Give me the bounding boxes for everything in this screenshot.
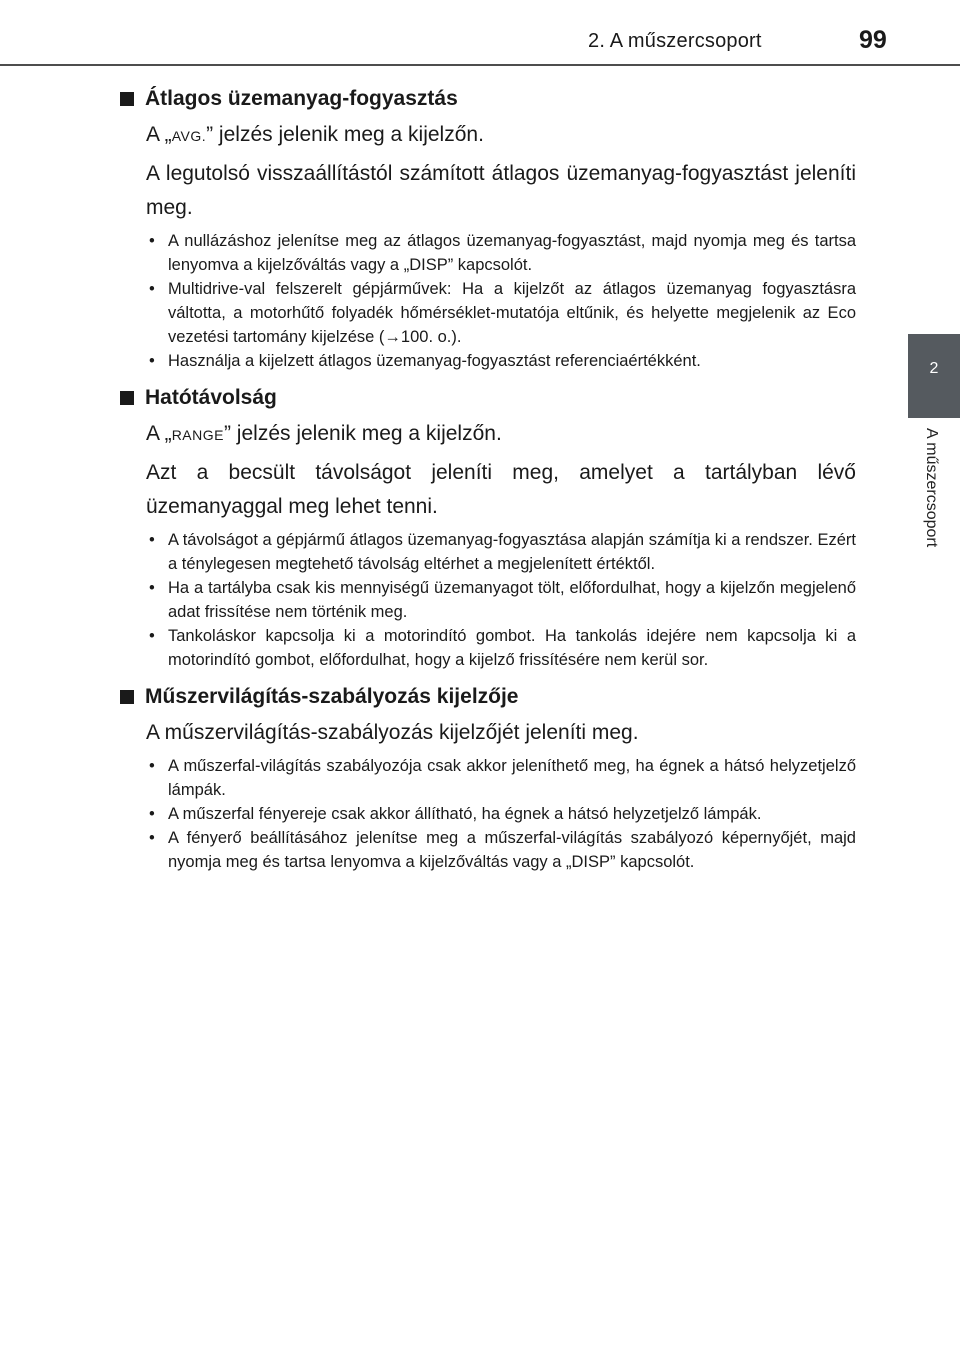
header-divider	[0, 64, 960, 66]
bullet-list	[146, 229, 856, 373]
list-item: • Ha a tartályba csak kis mennyiségű üzemanyagot tölt, előfordulhat, hogy a kijelzőn megjelenő adat frissítése nem történik meg.	[149, 579, 856, 621]
list-item: • Multidrive-val felszerelt gépjárművek: Ha a kijelzőt az átlagos üzemanyag fogyasztásra váltotta, a motorhűtő folyadék hőmérséklet-mutatója eltűnik, és helyette megjelenik az Eco vezetési tartomány kijelzése (→100. o.).	[149, 280, 856, 346]
square-bullet-icon	[120, 92, 134, 106]
chapter-tab-number: 2	[929, 360, 939, 377]
list-item: • A fényerő beállításához jelenítse meg a műszerfal-világítás szabályozó képernyőjét, majd nyomja meg és tartsa lenyomva a kijelzőváltás vagy a „DISP” kapcsolót.	[149, 829, 856, 871]
list-item: • Használja a kijelzett átlagos üzemanyag-fogyasztást referenciaértékként.	[149, 352, 701, 370]
bullet-list	[146, 528, 856, 672]
section-heading-range: Hatótávolság	[120, 383, 856, 413]
list-item: • Tankoláskor kapcsolja ki a motorindító gombot. Ha tankolás idejére nem kapcsolja ki a motorindító gombot, előfordulhat, hogy a kijelző frissítésére nem kerül sor.	[149, 627, 856, 669]
chapter-title: 2. A műszercsoport	[588, 30, 762, 52]
square-bullet-icon	[120, 690, 134, 704]
display-indicator-line: A „AVG.” jelzés jelenik meg a kijelzőn.	[146, 123, 484, 146]
section-heading-illumination: Műszervilágítás-szabályozás kijelzője	[120, 682, 856, 712]
section-description: A műszervilágítás-szabályozás kijelzőjét jeleníti meg.	[146, 721, 639, 744]
display-indicator-line: A „RANGE” jelzés jelenik meg a kijelzőn.	[146, 422, 502, 445]
page-header	[0, 0, 960, 66]
list-item: • A műszerfal-világítás szabályozója csak akkor jeleníthető meg, ha égnek a hátsó helyzetjelző lámpák.	[149, 757, 856, 799]
chapter-tab	[908, 334, 960, 418]
bullet-list	[146, 754, 856, 874]
section-heading-average-fuel: Átlagos üzemanyag-fogyasztás	[120, 84, 856, 114]
page-number: 99	[859, 26, 887, 54]
list-item: • A nullázáshoz jelenítse meg az átlagos üzemanyag-fogyasztást, majd nyomja meg és tartsa lenyomva a kijelzőváltás vagy a „DISP” kapcsolót.	[149, 232, 856, 274]
avg-display-code: AVG.	[171, 128, 207, 144]
list-item: • A műszerfal fényereje csak akkor állítható, ha égnek a hátsó helyzetjelző lámpák.	[149, 805, 762, 823]
list-item: • A távolságot a gépjármű átlagos üzemanyag-fogyasztása alapján számítja ki a rendszer. Ezért a ténylegesen megtehető távolság eltérhet a megjelenített értéktől.	[149, 531, 856, 573]
section-description: Azt a becsült távolságot jeleníti meg, amelyet a tartályban lévő üzemanyaggal meg lehet tenni.	[146, 461, 856, 518]
range-display-code: RANGE	[171, 427, 224, 443]
square-bullet-icon	[120, 391, 134, 405]
chapter-tab-label: A műszercsoport	[923, 428, 940, 548]
section-description: A legutolsó visszaállítástól számított átlagos üzemanyag-fogyasztást jeleníti meg.	[146, 162, 856, 219]
page-content	[120, 78, 856, 884]
